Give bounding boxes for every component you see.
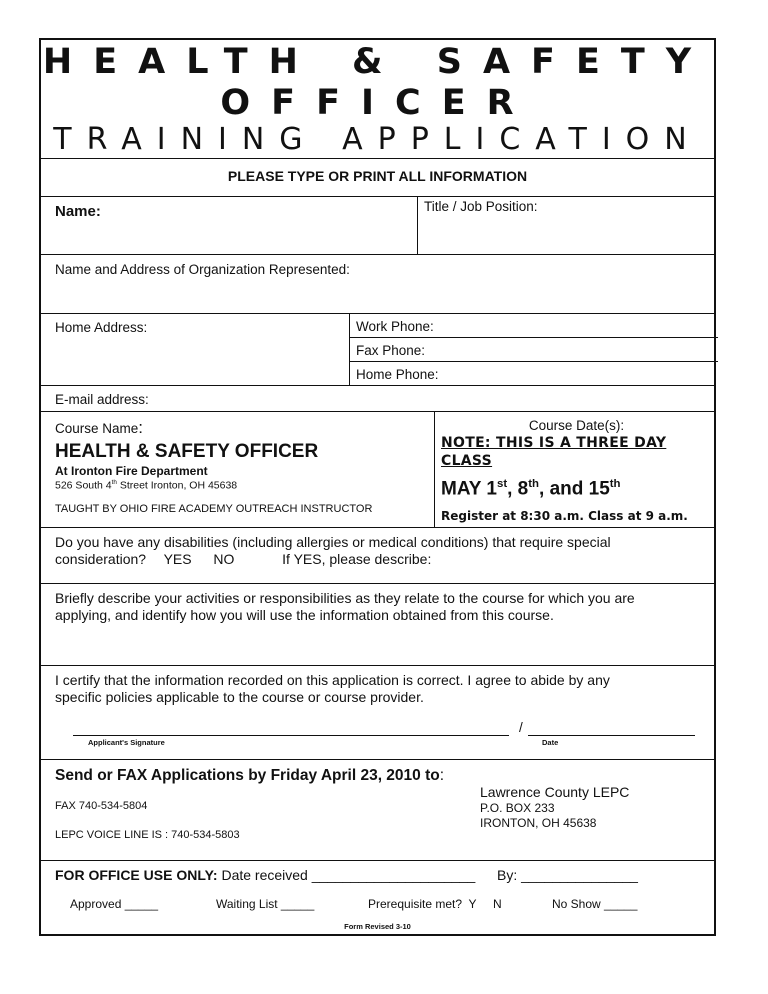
title-line-2: OFFICER — [220, 83, 535, 123]
waiting-list-field[interactable]: Waiting List _____ — [216, 897, 315, 911]
office-use-line: FOR OFFICE USE ONLY: Date received _____________________ By: _______________ — [55, 867, 638, 883]
form-title — [41, 42, 714, 124]
title-job-field[interactable] — [419, 197, 714, 253]
register-time: Register at 8:30 a.m. Class at 9 a.m. — [441, 509, 688, 523]
form-revised: Form Revised 3-10 — [344, 922, 411, 931]
instruction-text: PLEASE TYPE OR PRINT ALL INFORMATION — [227, 168, 528, 184]
instruction-row — [41, 158, 714, 196]
fax-phone-field[interactable] — [351, 338, 718, 361]
certify-text: I certify that the information recorded on this application is correct. I agree to abide by any specific policies applicable to the course or course provider. — [55, 672, 610, 705]
divider — [349, 314, 350, 385]
activities-question: Briefly describe your activities or responsibilities as they relate to the course for which you are applying, and identify how you will use the information obtained from this course. — [55, 590, 635, 623]
name-row — [41, 196, 714, 254]
course-location: At Ironton Fire Department — [55, 464, 208, 478]
certify-row — [41, 665, 714, 759]
course-name-label: Course Name: — [55, 418, 144, 437]
divider — [417, 197, 418, 254]
address-row — [41, 313, 714, 385]
voice-line: LEPC VOICE LINE IS : 740-534-5803 — [55, 829, 240, 841]
application-form — [39, 38, 716, 936]
fax-number: FAX 740-534-5804 — [55, 800, 148, 812]
office-use-row — [41, 860, 714, 936]
course-dates: MAY 1st, 8th, and 15th — [441, 478, 621, 500]
home-phone-field[interactable] — [351, 362, 718, 385]
course-row — [41, 411, 714, 527]
prerequisite-field[interactable]: Prerequisite met? Y N — [368, 897, 502, 911]
home-address-label: Home Address: — [55, 320, 148, 335]
activities-field[interactable] — [41, 583, 714, 665]
three-day-note: NOTE: THIS IS A THREE DAY CLASS — [441, 435, 667, 469]
email-field[interactable] — [41, 385, 714, 411]
send-box: P.O. BOX 233 — [480, 801, 555, 815]
disabilities-question: Do you have any disabilities (including allergies or medical conditions) that require special consideration? YES NO If YES, please describe: — [55, 534, 611, 567]
title-job-label: Title / Job Position: — [424, 199, 538, 214]
form-subtitle: TRAINING APPLICATION — [53, 122, 702, 157]
work-phone-label: Work Phone: — [356, 319, 434, 334]
yes-option[interactable]: YES — [163, 551, 192, 567]
course-address: 526 South 4th Street Ironton, OH 45638 — [55, 479, 238, 492]
name-label: Name: — [55, 203, 101, 220]
name-field[interactable] — [41, 197, 417, 253]
course-name: HEALTH & SAFETY OFFICER — [55, 441, 319, 462]
approved-field[interactable]: Approved _____ — [70, 897, 159, 911]
title-line-1: HEALTH & SAFETY — [42, 42, 713, 82]
no-option[interactable]: NO — [213, 551, 235, 567]
send-heading: Send or FAX Applications by Friday April 23, 2010 to: — [55, 767, 445, 784]
send-row — [41, 759, 714, 860]
email-label: E-mail address: — [55, 392, 149, 407]
home-address-field[interactable] — [41, 314, 349, 384]
course-dates-label: Course Date(s): — [528, 418, 625, 433]
organization-field[interactable] — [41, 254, 714, 313]
send-org: Lawrence County LEPC — [480, 784, 630, 800]
date-line[interactable] — [528, 735, 695, 736]
home-phone-label: Home Phone: — [356, 367, 439, 382]
date-label: Date — [542, 738, 559, 747]
send-city: IRONTON, OH 45638 — [480, 816, 597, 830]
signature-label: Applicant's Signature — [88, 738, 165, 747]
no-show-field[interactable]: No Show _____ — [552, 897, 638, 911]
slash: / — [519, 720, 523, 735]
signature-line[interactable] — [73, 735, 509, 736]
organization-label: Name and Address of Organization Represented: — [55, 262, 350, 277]
fax-phone-label: Fax Phone: — [356, 343, 426, 358]
taught-by: TAUGHT BY OHIO FIRE ACADEMY OUTREACH INSTRUCTOR — [55, 503, 373, 515]
work-phone-field[interactable] — [351, 314, 718, 337]
disabilities-field[interactable] — [41, 527, 714, 583]
